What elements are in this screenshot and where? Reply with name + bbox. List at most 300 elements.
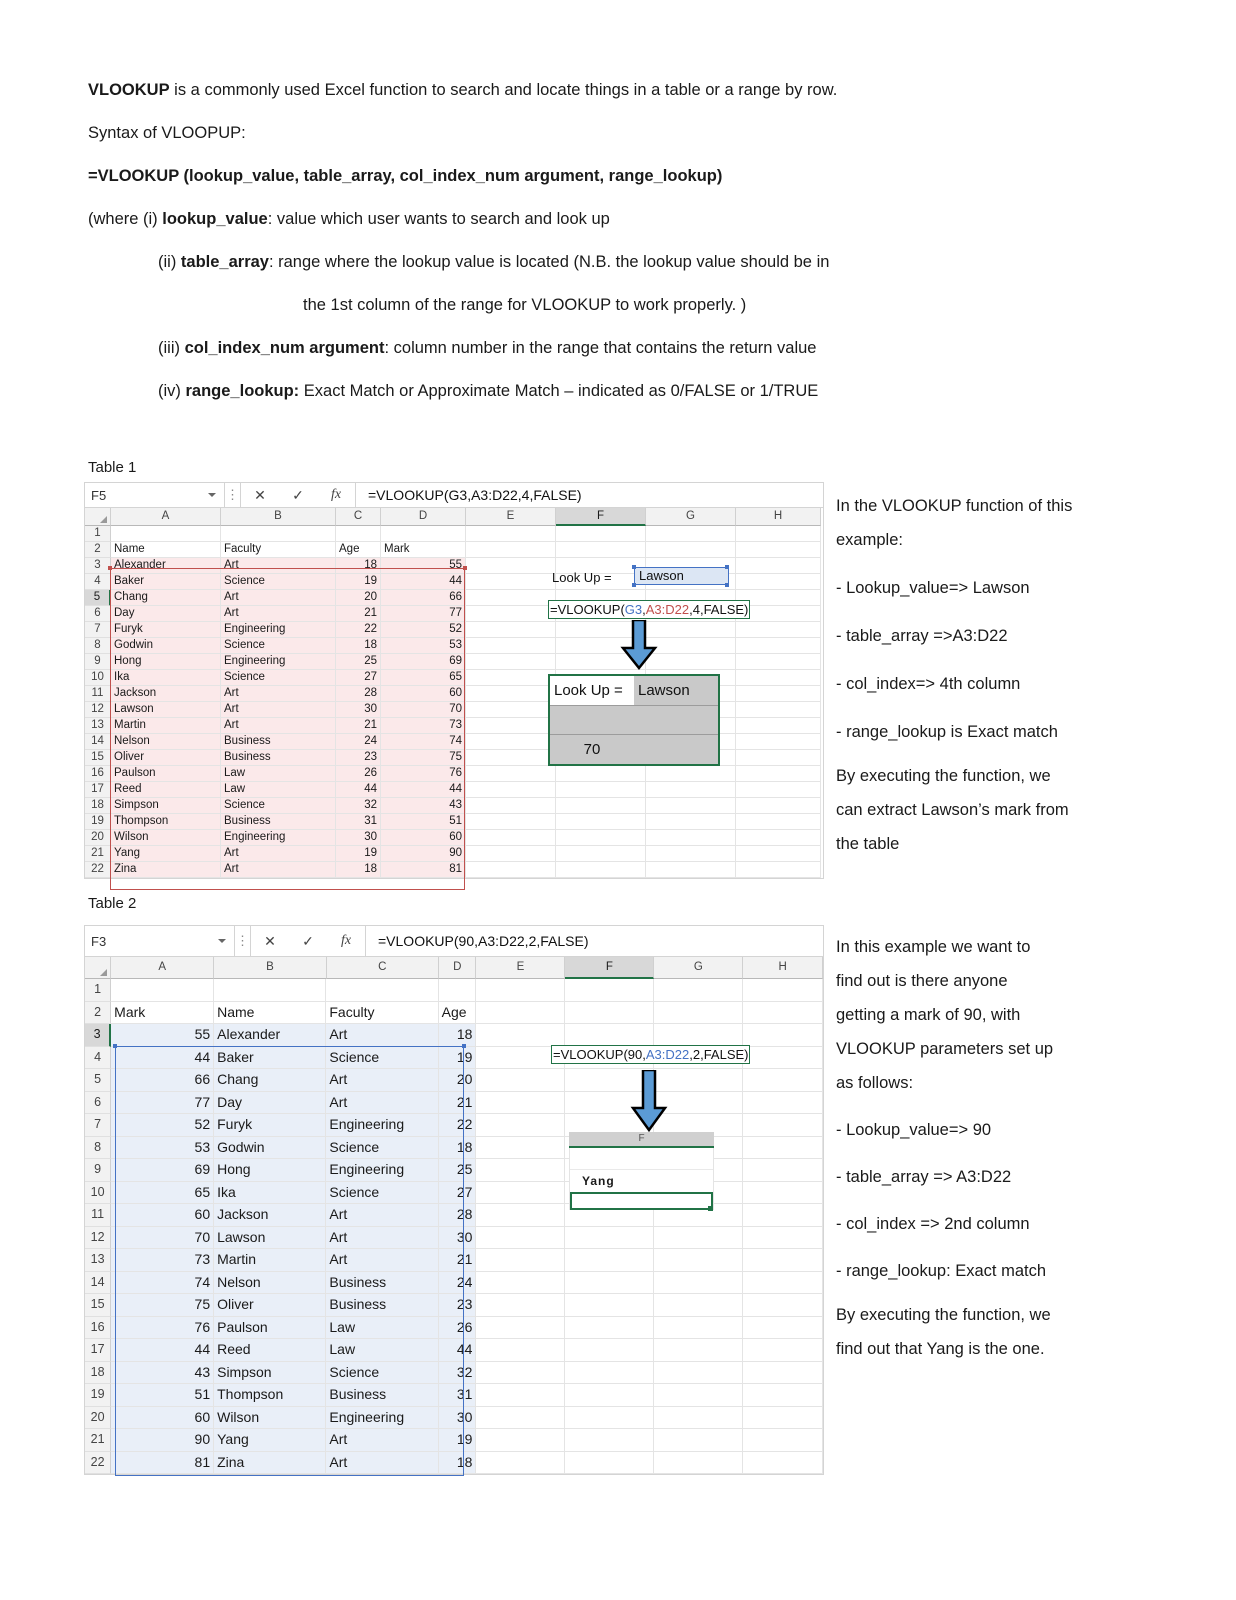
cell-E12[interactable] (476, 1227, 565, 1250)
cell-H17[interactable] (743, 1339, 823, 1362)
cell-E14[interactable] (466, 734, 556, 750)
cell-A8[interactable]: 53 (111, 1137, 214, 1160)
cell-D8[interactable]: 53 (381, 638, 466, 654)
cell-F14[interactable] (565, 1272, 654, 1295)
cell-D9[interactable]: 25 (439, 1159, 477, 1182)
cell-D21[interactable]: 19 (439, 1429, 477, 1452)
cell-E4[interactable] (466, 574, 556, 590)
row-header-10[interactable]: 10 (85, 1182, 111, 1205)
cell-C17[interactable]: Law (326, 1339, 438, 1362)
formula-input-table2[interactable]: =VLOOKUP(90,A3:D22,2,FALSE) (378, 933, 589, 949)
cell-G14[interactable] (654, 1272, 743, 1295)
cell-H2[interactable] (736, 542, 821, 558)
cell-C2[interactable]: Age (336, 542, 381, 558)
cell-F18[interactable] (565, 1362, 654, 1385)
cell-H21[interactable] (743, 1429, 823, 1452)
more-options-icon-table1[interactable]: ⋮ (225, 483, 241, 507)
row-header-2[interactable]: 2 (85, 1002, 111, 1025)
row-header-16[interactable]: 16 (85, 766, 111, 782)
cell-H16[interactable] (736, 766, 821, 782)
cell-B17[interactable]: Law (221, 782, 336, 798)
cell-C5[interactable]: 20 (336, 590, 381, 606)
row-header-14[interactable]: 14 (85, 734, 111, 750)
cell-B19[interactable]: Thompson (214, 1384, 326, 1407)
row-header-17[interactable]: 17 (85, 1339, 111, 1362)
column-header-H[interactable]: H (743, 957, 823, 979)
cell-H4[interactable] (743, 1047, 823, 1070)
row-header-12[interactable]: 12 (85, 1227, 111, 1250)
cell-B7[interactable]: Furyk (214, 1114, 326, 1137)
cell-C3[interactable]: 18 (336, 558, 381, 574)
row-header-14[interactable]: 14 (85, 1272, 111, 1295)
cell-C14[interactable]: Business (326, 1272, 438, 1295)
cell-D7[interactable]: 52 (381, 622, 466, 638)
row-header-16[interactable]: 16 (85, 1317, 111, 1340)
cancel-icon[interactable]: ✕ (264, 932, 276, 949)
cell-C13[interactable]: 21 (336, 718, 381, 734)
cell-E17[interactable] (476, 1339, 565, 1362)
cell-D16[interactable]: 26 (439, 1317, 477, 1340)
cell-G17[interactable] (654, 1339, 743, 1362)
cell-B9[interactable]: Hong (214, 1159, 326, 1182)
cell-C9[interactable]: 25 (336, 654, 381, 670)
cell-D19[interactable]: 51 (381, 814, 466, 830)
cell-D8[interactable]: 18 (439, 1137, 477, 1160)
cell-G18[interactable] (646, 798, 736, 814)
cell-G2[interactable] (654, 1002, 743, 1025)
cell-A10[interactable]: Ika (111, 670, 221, 686)
cell-B4[interactable]: Baker (214, 1047, 326, 1070)
cell-D17[interactable]: 44 (439, 1339, 477, 1362)
cell-D7[interactable]: 22 (439, 1114, 477, 1137)
cell-B8[interactable]: Godwin (214, 1137, 326, 1160)
cell-H13[interactable] (743, 1249, 823, 1272)
cell-F17[interactable] (556, 782, 646, 798)
column-header-D[interactable]: D (439, 957, 477, 979)
cell-A19[interactable]: 51 (111, 1384, 214, 1407)
cell-C11[interactable]: 28 (336, 686, 381, 702)
formula-input-table1[interactable]: =VLOOKUP(G3,A3:D22,4,FALSE) (368, 487, 582, 503)
cell-D11[interactable]: 28 (439, 1204, 477, 1227)
cell-H7[interactable] (743, 1114, 823, 1137)
cell-H11[interactable] (736, 686, 821, 702)
cell-C9[interactable]: Engineering (326, 1159, 438, 1182)
cell-H5[interactable] (743, 1069, 823, 1092)
cell-A11[interactable]: 60 (111, 1204, 214, 1227)
cell-C22[interactable]: 18 (336, 862, 381, 878)
column-header-G[interactable]: G (654, 957, 743, 979)
cell-H18[interactable] (736, 798, 821, 814)
select-all-icon[interactable] (85, 508, 111, 526)
row-header-1[interactable]: 1 (85, 526, 111, 542)
cell-H15[interactable] (736, 750, 821, 766)
cell-E22[interactable] (476, 1452, 565, 1475)
cell-E11[interactable] (466, 686, 556, 702)
cell-B18[interactable]: Simpson (214, 1362, 326, 1385)
cell-G1[interactable] (654, 979, 743, 1002)
cell-C19[interactable]: 31 (336, 814, 381, 830)
cell-H1[interactable] (743, 979, 823, 1002)
cell-F21[interactable] (565, 1429, 654, 1452)
cell-G17[interactable] (646, 782, 736, 798)
row-header-19[interactable]: 19 (85, 1384, 111, 1407)
row-header-3[interactable]: 3 (85, 1024, 111, 1047)
cell-D18[interactable]: 43 (381, 798, 466, 814)
cell-C8[interactable]: Science (326, 1137, 438, 1160)
cell-C18[interactable]: Science (326, 1362, 438, 1385)
cell-D2[interactable]: Mark (381, 542, 466, 558)
cell-H14[interactable] (743, 1272, 823, 1295)
cell-G20[interactable] (654, 1407, 743, 1430)
cell-E18[interactable] (466, 798, 556, 814)
cell-B10[interactable]: Ika (214, 1182, 326, 1205)
cell-A15[interactable]: Oliver (111, 750, 221, 766)
cell-A14[interactable]: 74 (111, 1272, 214, 1295)
cell-A13[interactable]: 73 (111, 1249, 214, 1272)
insert-function-icon[interactable]: fx (340, 933, 352, 948)
cell-B5[interactable]: Chang (214, 1069, 326, 1092)
cell-D3[interactable]: 55 (381, 558, 466, 574)
cell-H11[interactable] (743, 1204, 823, 1227)
cell-B15[interactable]: Oliver (214, 1294, 326, 1317)
cell-B14[interactable]: Nelson (214, 1272, 326, 1295)
cell-D16[interactable]: 76 (381, 766, 466, 782)
cell-E5[interactable] (476, 1069, 565, 1092)
cell-F3[interactable] (565, 1024, 654, 1047)
row-header-13[interactable]: 13 (85, 1249, 111, 1272)
column-header-H[interactable]: H (736, 508, 821, 526)
confirm-icon[interactable]: ✓ (302, 932, 314, 949)
cell-B22[interactable]: Art (221, 862, 336, 878)
cell-B4[interactable]: Science (221, 574, 336, 590)
row-header-5[interactable]: 5 (85, 1069, 111, 1092)
cell-A5[interactable]: Chang (111, 590, 221, 606)
lookup-value-cell-table1[interactable]: Lawson (634, 567, 729, 585)
row-header-15[interactable]: 15 (85, 750, 111, 766)
cell-F20[interactable] (556, 830, 646, 846)
cell-E9[interactable] (466, 654, 556, 670)
row-header-11[interactable]: 11 (85, 686, 111, 702)
cell-A12[interactable]: Lawson (111, 702, 221, 718)
cell-E17[interactable] (466, 782, 556, 798)
cell-D18[interactable]: 32 (439, 1362, 477, 1385)
cell-B7[interactable]: Engineering (221, 622, 336, 638)
cell-E13[interactable] (466, 718, 556, 734)
cell-D20[interactable]: 60 (381, 830, 466, 846)
cell-B20[interactable]: Engineering (221, 830, 336, 846)
cell-F2[interactable] (565, 1002, 654, 1025)
cell-E1[interactable] (476, 979, 565, 1002)
cell-A8[interactable]: Godwin (111, 638, 221, 654)
cell-G18[interactable] (654, 1362, 743, 1385)
cell-A22[interactable]: 81 (111, 1452, 214, 1475)
cell-G9[interactable] (646, 654, 736, 670)
row-header-22[interactable]: 22 (85, 862, 111, 878)
cell-E6[interactable] (466, 606, 556, 622)
cell-A15[interactable]: 75 (111, 1294, 214, 1317)
cell-F19[interactable] (556, 814, 646, 830)
cell-A11[interactable]: Jackson (111, 686, 221, 702)
cell-G19[interactable] (646, 814, 736, 830)
cell-B13[interactable]: Martin (214, 1249, 326, 1272)
cell-A9[interactable]: Hong (111, 654, 221, 670)
cell-H19[interactable] (743, 1384, 823, 1407)
cell-A22[interactable]: Zina (111, 862, 221, 878)
cell-H21[interactable] (736, 846, 821, 862)
cell-A6[interactable]: 77 (111, 1092, 214, 1115)
column-header-C[interactable]: C (327, 957, 439, 979)
cell-A17[interactable]: 44 (111, 1339, 214, 1362)
cell-F16[interactable] (556, 766, 646, 782)
row-header-2[interactable]: 2 (85, 542, 111, 558)
cell-C18[interactable]: 32 (336, 798, 381, 814)
cell-D3[interactable]: 18 (439, 1024, 477, 1047)
row-header-9[interactable]: 9 (85, 1159, 111, 1182)
cell-F1[interactable] (556, 526, 646, 542)
cell-C7[interactable]: 22 (336, 622, 381, 638)
cell-G3[interactable] (654, 1024, 743, 1047)
cell-A2[interactable]: Name (111, 542, 221, 558)
cell-D22[interactable]: 18 (439, 1452, 477, 1475)
cell-A1[interactable] (111, 979, 214, 1002)
row-header-18[interactable]: 18 (85, 798, 111, 814)
cell-A2[interactable]: Mark (111, 1002, 214, 1025)
cell-A20[interactable]: Wilson (111, 830, 221, 846)
cell-A21[interactable]: Yang (111, 846, 221, 862)
cell-A7[interactable]: 52 (111, 1114, 214, 1137)
cell-B11[interactable]: Jackson (214, 1204, 326, 1227)
column-header-B[interactable]: B (221, 508, 336, 526)
cell-G15[interactable] (654, 1294, 743, 1317)
cell-D15[interactable]: 23 (439, 1294, 477, 1317)
row-header-17[interactable]: 17 (85, 782, 111, 798)
select-all-icon[interactable] (85, 957, 111, 979)
cell-B19[interactable]: Business (221, 814, 336, 830)
cell-E12[interactable] (466, 702, 556, 718)
cell-F19[interactable] (565, 1384, 654, 1407)
cell-E7[interactable] (466, 622, 556, 638)
column-header-D[interactable]: D (381, 508, 466, 526)
cell-F22[interactable] (556, 862, 646, 878)
cell-B17[interactable]: Reed (214, 1339, 326, 1362)
cell-B3[interactable]: Alexander (214, 1024, 326, 1047)
row-header-11[interactable]: 11 (85, 1204, 111, 1227)
cell-G21[interactable] (646, 846, 736, 862)
cell-D6[interactable]: 21 (439, 1092, 477, 1115)
cell-C15[interactable]: 23 (336, 750, 381, 766)
cell-C11[interactable]: Art (326, 1204, 438, 1227)
cell-G21[interactable] (654, 1429, 743, 1452)
cell-D2[interactable]: Age (439, 1002, 477, 1025)
cell-E13[interactable] (476, 1249, 565, 1272)
cell-A10[interactable]: 65 (111, 1182, 214, 1205)
column-header-B[interactable]: B (214, 957, 326, 979)
cell-E8[interactable] (466, 638, 556, 654)
name-box-table2[interactable] (85, 926, 235, 956)
cell-C10[interactable]: 27 (336, 670, 381, 686)
cell-B1[interactable] (221, 526, 336, 542)
cell-D4[interactable]: 44 (381, 574, 466, 590)
row-header-13[interactable]: 13 (85, 718, 111, 734)
row-header-6[interactable]: 6 (85, 606, 111, 622)
cell-A4[interactable]: Baker (111, 574, 221, 590)
row-header-8[interactable]: 8 (85, 1137, 111, 1160)
cell-F15[interactable] (565, 1294, 654, 1317)
row-header-3[interactable]: 3 (85, 558, 111, 574)
confirm-icon[interactable]: ✓ (292, 486, 304, 503)
cell-D5[interactable]: 20 (439, 1069, 477, 1092)
row-header-20[interactable]: 20 (85, 830, 111, 846)
cell-H9[interactable] (743, 1159, 823, 1182)
cell-F1[interactable] (565, 979, 654, 1002)
cell-E8[interactable] (476, 1137, 565, 1160)
cell-G22[interactable] (646, 862, 736, 878)
cell-F13[interactable] (565, 1249, 654, 1272)
cell-E15[interactable] (466, 750, 556, 766)
cell-E3[interactable] (476, 1024, 565, 1047)
cell-E16[interactable] (476, 1317, 565, 1340)
cell-E2[interactable] (466, 542, 556, 558)
cell-D21[interactable]: 90 (381, 846, 466, 862)
cell-B15[interactable]: Business (221, 750, 336, 766)
cell-C16[interactable]: Law (326, 1317, 438, 1340)
cell-F17[interactable] (565, 1339, 654, 1362)
cell-A6[interactable]: Day (111, 606, 221, 622)
name-box-table1[interactable] (85, 483, 225, 507)
cell-E20[interactable] (476, 1407, 565, 1430)
cell-H14[interactable] (736, 734, 821, 750)
cell-B8[interactable]: Science (221, 638, 336, 654)
result2-selected-cell[interactable] (570, 1192, 713, 1210)
cell-G16[interactable] (654, 1317, 743, 1340)
row-header-12[interactable]: 12 (85, 702, 111, 718)
cell-E6[interactable] (476, 1092, 565, 1115)
cell-B3[interactable]: Art (221, 558, 336, 574)
cell-C12[interactable]: Art (326, 1227, 438, 1250)
cell-C5[interactable]: Art (326, 1069, 438, 1092)
formula-cell-table2[interactable] (551, 1045, 750, 1064)
cell-H19[interactable] (736, 814, 821, 830)
formula-cell-table1[interactable] (548, 600, 750, 619)
row-header-4[interactable]: 4 (85, 1047, 111, 1070)
cell-E2[interactable] (476, 1002, 565, 1025)
cell-H4[interactable] (736, 574, 821, 590)
cell-G8[interactable] (646, 638, 736, 654)
cell-B20[interactable]: Wilson (214, 1407, 326, 1430)
cell-D20[interactable]: 30 (439, 1407, 477, 1430)
cancel-icon[interactable]: ✕ (254, 486, 266, 503)
cell-H10[interactable] (736, 670, 821, 686)
cell-F20[interactable] (565, 1407, 654, 1430)
cell-F12[interactable] (565, 1227, 654, 1250)
cell-H7[interactable] (736, 622, 821, 638)
cell-D12[interactable]: 30 (439, 1227, 477, 1250)
cell-D1[interactable] (439, 979, 477, 1002)
cell-D15[interactable]: 75 (381, 750, 466, 766)
cell-F16[interactable] (565, 1317, 654, 1340)
cell-C15[interactable]: Business (326, 1294, 438, 1317)
row-header-4[interactable]: 4 (85, 574, 111, 590)
cell-B10[interactable]: Science (221, 670, 336, 686)
cell-G22[interactable] (654, 1452, 743, 1475)
more-options-icon-table2[interactable]: ⋮ (235, 926, 251, 956)
cell-A4[interactable]: 44 (111, 1047, 214, 1070)
cell-B2[interactable]: Faculty (221, 542, 336, 558)
cell-D19[interactable]: 31 (439, 1384, 477, 1407)
cell-G1[interactable] (646, 526, 736, 542)
cell-G19[interactable] (654, 1384, 743, 1407)
cell-C13[interactable]: Art (326, 1249, 438, 1272)
cell-E7[interactable] (476, 1114, 565, 1137)
cell-C1[interactable] (336, 526, 381, 542)
chevron-down-icon[interactable] (208, 493, 216, 497)
cell-E16[interactable] (466, 766, 556, 782)
cell-D10[interactable]: 27 (439, 1182, 477, 1205)
cell-E22[interactable] (466, 862, 556, 878)
cell-C6[interactable]: 21 (336, 606, 381, 622)
cell-B16[interactable]: Paulson (214, 1317, 326, 1340)
cell-C12[interactable]: 30 (336, 702, 381, 718)
column-header-E[interactable]: E (476, 957, 565, 979)
cell-G7[interactable] (646, 622, 736, 638)
cell-A18[interactable]: 43 (111, 1362, 214, 1385)
cell-D14[interactable]: 74 (381, 734, 466, 750)
row-header-18[interactable]: 18 (85, 1362, 111, 1385)
cell-F21[interactable] (556, 846, 646, 862)
cell-C20[interactable]: Engineering (326, 1407, 438, 1430)
cell-A16[interactable]: Paulson (111, 766, 221, 782)
cell-B22[interactable]: Zina (214, 1452, 326, 1475)
cell-C7[interactable]: Engineering (326, 1114, 438, 1137)
cell-G16[interactable] (646, 766, 736, 782)
cell-A3[interactable]: Alexander (111, 558, 221, 574)
cell-D9[interactable]: 69 (381, 654, 466, 670)
cell-B13[interactable]: Art (221, 718, 336, 734)
cell-F2[interactable] (556, 542, 646, 558)
cell-H3[interactable] (736, 558, 821, 574)
column-header-F[interactable]: F (556, 508, 646, 526)
cell-B2[interactable]: Name (214, 1002, 326, 1025)
cell-H10[interactable] (743, 1182, 823, 1205)
cell-A20[interactable]: 60 (111, 1407, 214, 1430)
cell-A21[interactable]: 90 (111, 1429, 214, 1452)
cell-G13[interactable] (654, 1249, 743, 1272)
cell-B1[interactable] (214, 979, 326, 1002)
cell-C4[interactable]: Science (326, 1047, 438, 1070)
cell-H22[interactable] (743, 1452, 823, 1475)
cell-D11[interactable]: 60 (381, 686, 466, 702)
cell-D13[interactable]: 21 (439, 1249, 477, 1272)
cell-C22[interactable]: Art (326, 1452, 438, 1475)
cell-B21[interactable]: Art (221, 846, 336, 862)
cell-H15[interactable] (743, 1294, 823, 1317)
cell-H17[interactable] (736, 782, 821, 798)
row-header-10[interactable]: 10 (85, 670, 111, 686)
cell-D1[interactable] (381, 526, 466, 542)
column-header-C[interactable]: C (336, 508, 381, 526)
cell-H18[interactable] (743, 1362, 823, 1385)
cell-D17[interactable]: 44 (381, 782, 466, 798)
cell-H3[interactable] (743, 1024, 823, 1047)
row-header-15[interactable]: 15 (85, 1294, 111, 1317)
cell-B18[interactable]: Science (221, 798, 336, 814)
cell-H6[interactable] (743, 1092, 823, 1115)
cell-C1[interactable] (326, 979, 438, 1002)
cell-A1[interactable] (111, 526, 221, 542)
cell-D13[interactable]: 73 (381, 718, 466, 734)
cell-B12[interactable]: Art (221, 702, 336, 718)
cell-D12[interactable]: 70 (381, 702, 466, 718)
